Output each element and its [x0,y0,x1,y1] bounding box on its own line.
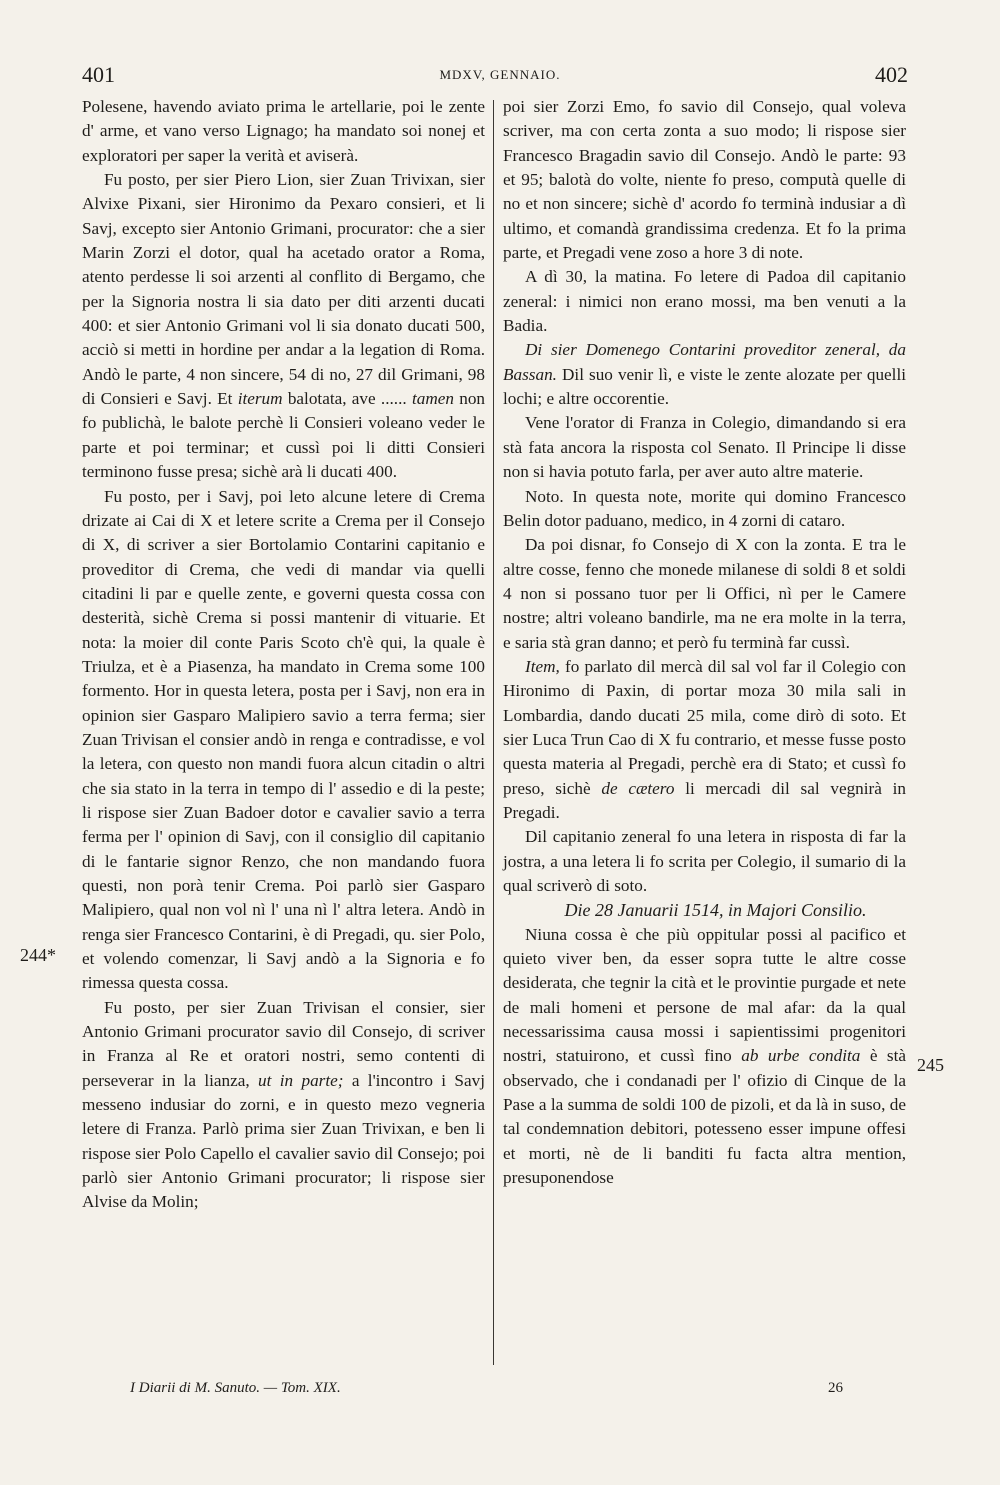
left-column [82,95,485,1215]
paragraph: Fu posto, per i Savj, poi leto alcune letere di Crema drizate ai Cai di X et letere scrite a Crema per il Consejo di X, di scriver a sier Bortolamio Contarini capitanio e proveditor di Crema, che vedi di mandar via quelli citadini li par e quelle zente, e governi questa cossa con desterità, sichè Crema si possi mantenir di vituarie. Et nota: la moier dil conte Paris Scoto ch'è qui, la quale è Triulza, et è a Piasenza, ha mandato in Crema some 100 formento. Hor in questa letera, posta per i Savj, non era in opinion sier Gasparo Malipiero savio a terra ferma; sier Zuan Trivisan el consier andò in renga e contradisse, e vol la letera, con questo non mandi fuora alcun citadin o altri che sia stato in la terra in tempo di l' assedio e di la peste; li rispose sier Zuan Badoer dotor e cavalier savio a terra ferma per l' opinion di Savj, con il consiglio dil capitanio di le fantarie signor Renzo, che non mandando fuora questi, non porà tenir Crema. Poi parlò sier Gasparo Malipiero, qual non vol nì l' una nì l' altra letera. Andò in renga sier Francesco Contarini, è di Pregadi, qu. sier Polo, et volendo comenzar, li Savj andò a la Signoria e fo rimessa questa cossa. [82,486,485,993]
paragraph: Item, fo parlato dil mercà dil sal vol far il Colegio con Hironimo di Paxin, di portar moza 30 mila sali in Lombardia, dando ducati 25 mila, come dirò di soto. Et sier Luca Trun Cao di X fu contrario, et messe fusse posto questa materia al Pregadi, perchè era di Stato; et cussì fo preso, sichè de cætero li mercadi dil sal vegnirà in Pregadi. [503,656,906,822]
paragraph: Di sier Domenego Contarini proveditor zeneral, da Bassan. Dil suo venir lì, e viste le zente alozate per quelli lochi; e altre occorentie. [503,340,906,409]
paragraph: Fu posto, per sier Zuan Trivisan el consier, sier Antonio Grimani procurator savio dil Consejo, di scriver in Franza al Re et oratori nostri, semo contenti di perseverar in la lianza, ut in parte; a l'incontro i Savj messeno indusiar do zorni, e in questo mezo vegneria letere di Franza. Parlò prima sier Zuan Trivixan, e ben li rispose sier Polo Capello el cavalier savio dil Consejo; poi parlò sier Antonio Grimani procurator; li rispose sier Alvise da Molin; [82,997,485,1212]
paragraph: A dì 30, la matina. Fo letere di Padoa dil capitanio zeneral: i nimici non erano mossi, ma ben venuti a la Badia. [503,267,906,336]
right-column [503,95,906,1190]
paragraph: Noto. In questa note, morite qui domino Francesco Belin dotor paduano, medico, in 4 zorni di cataro. [503,486,906,530]
page-number-left: 401 [82,62,115,87]
signature-mark: 26 [828,1380,843,1396]
margin-note-left: 244* [20,945,56,965]
paragraph: Fu posto, per sier Piero Lion, sier Zuan Trivixan, sier Alvixe Pixani, sier Hironimo da Pexaro consieri, et li Savj, excepto sier Antonio Grimani, procurator: che a sier Marin Zorzi el dotor, qual ha acetado orator a Roma, atento perdesse li soi arzenti al conflito di Bergamo, che per la Signoria nostra li sia dato per diti arzenti ducati 400: et sier Antonio Grimani vol li sia donato ducati 500, acciò si metti in hordine per andar a la legation di Roma. Andò le parte, 4 non sincere, 54 di no, 27 dil Grimani, 98 di Consieri e Savj. Et iterum balotata, ave ...... tamen non fo publichà, le balote perchè li Consieri voleano veder le parte et poi terminar; et cussì poi li ditti Consieri terminono fusse presa; sichè arà li ducati 400. [82,170,486,482]
footer-citation: I Diarii di M. Sanuto. — Tom. XIX. [130,1380,341,1396]
section-heading: Die 28 Januarii 1514, in Majori Consilio. [564,900,867,921]
column-divider [493,100,494,1365]
paragraph: Polesene, havendo aviato prima le artellarie, poi le zente d' arme, et vano verso Lignago; ha mandato soi nonej et exploratori per saper la verità et aviserà. [82,97,485,165]
paragraph: poi sier Zorzi Emo, fo savio dil Consejo, qual voleva scriver, ma con certa zonta a suo modo; li rispose sier Francesco Bragadin savio dil Consejo. Andò le parte: 93 et 95; balotà do volte, niente fo preso, computà quelle di no et non sincere; sichè d' acordo fo terminà indusiar a dì ultimo, et comandà grandissima credenza. Et fo la prima parte, et Pregadi vene zoso a hore 3 di note. [503,97,906,263]
paragraph: Da poi disnar, fo Consejo di X con la zonta. E tra le altre cosse, fenno che monede milanese di soldi 8 et soldi 4 non si possano tuor per li Offici, nì per le Camere nostre; altri voleano bandirle, ma ne era molte in la terra, e saria stà gran danno; et però fu terminà far cussì. [503,535,906,652]
running-title: MDXV, GENNAIO. [439,67,561,82]
paragraph: Vene l'orator di Franza in Colegio, dimandando si era stà fata ancora la risposta col Senato. Il Principe li disse non si havia potuto farla, per aver auto altre materie. [503,413,906,482]
paragraph: Niuna cossa è che più oppitular possi al pacifico et quieto viver ben, da esser sopra tutte le altre cosse desiderata, che tegnir la cità et le provintie purgade et nete de mali homeni et persone de mal afar: da la qual necessarissima causa mossi i sapientissimi progenitori nostri, statuirono, et cussì fino ab urbe condita è stà observado, che i condanadi per l' ofizio di Cinque de la Pase a la summa de soldi 100 de pizoli, et da là in suso, de tal condemnation debitori, potesseno esser impune offesi et morti, nè de li banditi fu facta altra mention, presuponendose [503,924,906,1188]
margin-note-right: 245 [917,1055,944,1075]
paragraph: Dil capitanio zeneral fo una letera in risposta di far la jostra, a una letera li fo scrita per Colegio, il sumario di la qual scriverò di soto. [503,827,906,895]
page-number-right: 402 [875,62,908,87]
